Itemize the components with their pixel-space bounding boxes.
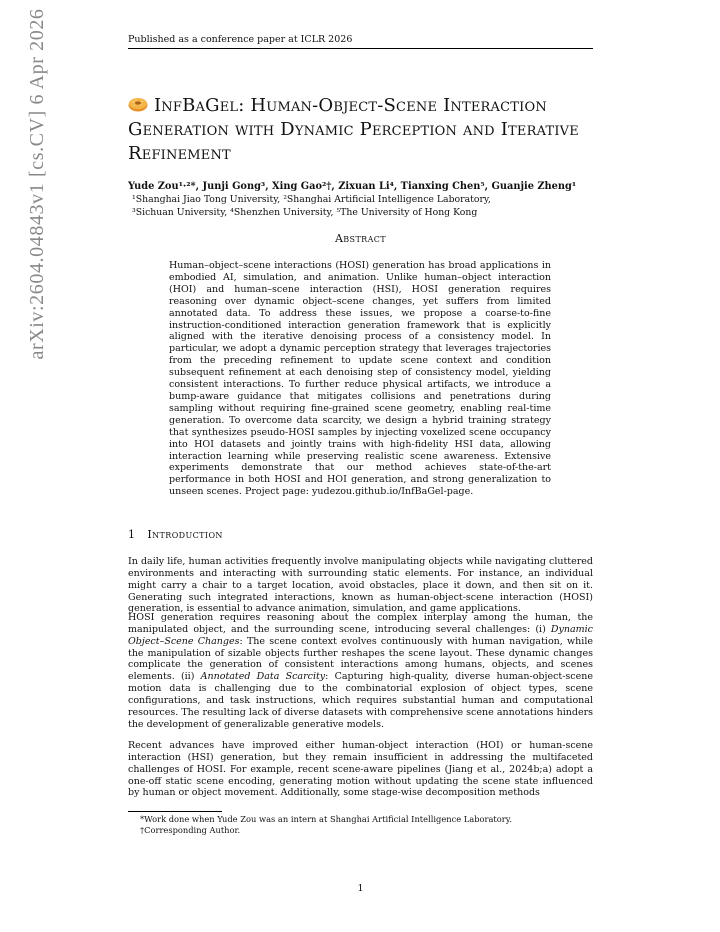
footnote-rule — [128, 811, 222, 812]
section-heading — [128, 528, 593, 541]
affiliation-line-2: ³Sichuan University, ⁴Shenzhen University, ⁵The University of Hong Kong — [132, 206, 478, 218]
p2-emphasis-1: Dynamic Object–Scene Changes — [128, 623, 593, 647]
footnote-2: †Corresponding Author. — [140, 825, 241, 835]
intro-paragraph-3: Recent advances have improved either human-object interaction (HOI) or human-scene interaction (HSI) generation, but they remain insufficient in addressing the multifaceted challenges of HOSI. For example, recent scene-aware pipelines (Jiang et al., 2024b;a) adopt a one-off static scene encoding, generating motion without updating the scene state influenced by human or object movement. Additionally, some stage-wise decomposition methods — [128, 740, 593, 799]
p2-part-c: : Capturing high-quality, diverse human-object-scene motion data is challenging due to the combinatorial explosion of object types, scene configurations, and task instructions, which requires substantial human and computational resources. The resulting lack of diverse datasets with comprehensive scene annotations hinders the development of generalizable generative models. — [128, 671, 593, 730]
abstract-heading: Abstract — [334, 232, 387, 245]
running-head: Published as a conference paper at ICLR 2026 — [128, 34, 593, 49]
arxiv-stamp-text: arXiv:2604.04843v1 [cs.CV] 6 Apr 2026 — [26, 8, 48, 360]
section-number: 1 — [128, 528, 136, 541]
arxiv-stamp[interactable] — [17, 0, 57, 650]
p2-emphasis-2: Annotated Data Scarcity — [200, 671, 326, 683]
page-number: 1 — [357, 883, 364, 894]
paper-title-text: InfBaGel: Human-Object-Scene Interaction Generation with Dynamic Perception and Iterative Refinement — [128, 95, 579, 164]
abstract-body: Human–object–scene interactions (HOSI) generation has broad applications in embodied AI, simulation, and animation. Unlike human–object interaction (HOI) and human–scene interaction (HSI), HOSI generation requires reasoning over dynamic object–scene changes, yet suffers from limited annotated data. To address these issues, we propose a coarse-to-fine instruction-conditioned interaction generation framework that is explicitly aligned with the iterative denoising process of a consistency model. In particular, we adopt a dynamic perception strategy that leverages trajectories from the preceding refinement to update scene context and condition subsequent refinement at each denoising step of consistency model, yielding consistent interactions. To further reduce physical artifacts, we introduce a bump-aware guidance that mitigates collisions and penetrations during sampling without requiring fine-grained scene geometry, enabling real-time generation. To overcome data scarcity, we design a hybrid training strategy that synthesizes pseudo-HOSI samples by injecting voxelized scene occupancy into HOI datasets and jointly trains with high-fidelity HSI data, allowing interaction learning while preserving realistic scene awareness. Extensive experiments demonstrate that our method achieves state-of-the-art performance in both HOSI and HOI generation, and strong generalization to unseen scenes. Project page: yudezou.github.io/InfBaGel-page. — [169, 260, 551, 498]
p2-part-b: : The scene context evolves continuously with human navigation, while the manipulation of sizable objects further reshapes the scene layout. These dynamic changes complicate the generation of consistent interactions among humans, objects, and scenes elements. (ii) — [128, 635, 593, 683]
footnotes — [140, 814, 600, 836]
bagel-icon — [128, 96, 148, 112]
paper-title — [128, 94, 608, 166]
author-list: Yude Zou¹·²*, Junji Gong³, Xing Gao²†, Zixuan Li⁴, Tianxing Chen⁵, Guanjie Zheng¹ — [128, 181, 577, 192]
intro-paragraph-2 — [128, 612, 593, 730]
intro-paragraph-1: In daily life, human activities frequently involve manipulating objects while navigating cluttered environments and interacting with surrounding static elements. For instance, an individual might carry a chair to a target location, avoid obstacles, place it down, and then sit on it. Generating such integrated interactions, known as human-object-scene interaction (HOSI) generation, is essential to advance animation, simulation, and game applications. — [128, 556, 593, 615]
p2-part-a: HOSI generation requires reasoning about the complex interplay among the human, the manipulated object, and the surrounding scene, introducing several challenges: (i) — [128, 612, 593, 635]
affiliation-line-1: ¹Shanghai Jiao Tong University, ²Shanghai Artificial Intelligence Laboratory, — [132, 194, 491, 205]
section-title: Introduction — [147, 528, 223, 541]
affiliations — [132, 194, 612, 219]
footnote-1: *Work done when Yude Zou was an intern at Shanghai Artificial Intelligence Laboratory. — [140, 814, 512, 824]
